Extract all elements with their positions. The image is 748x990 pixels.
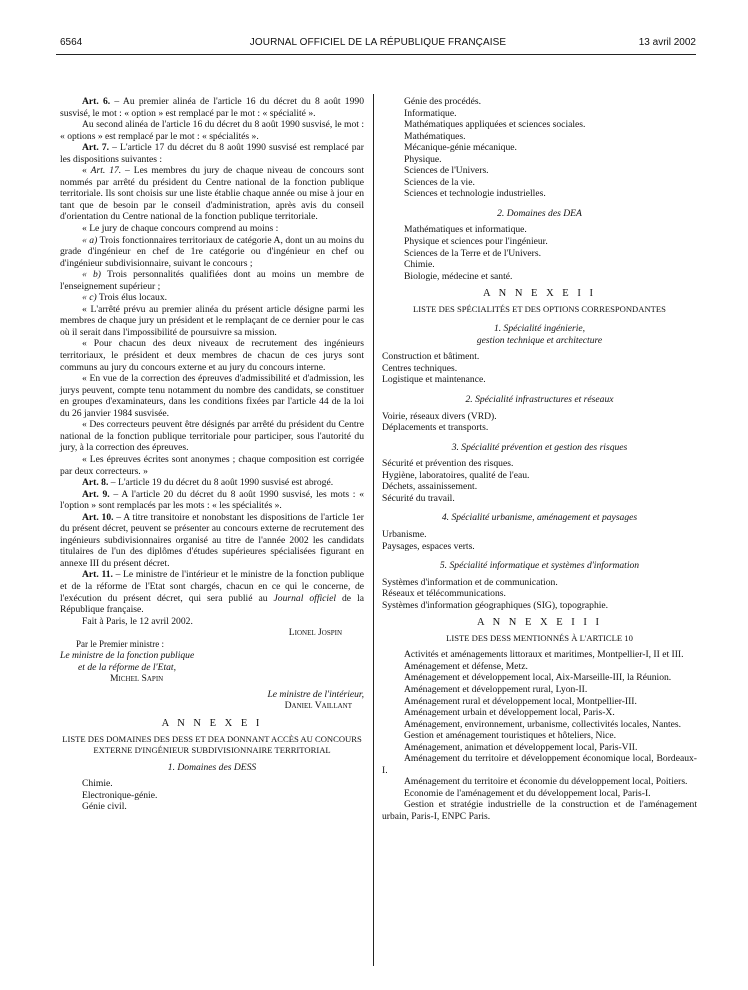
dess-entry: Economie de l'aménagement et du développement local, Paris-I.	[404, 787, 651, 799]
jury-intro: « Le jury de chaque concours comprend au moins :	[82, 223, 279, 235]
dess-item: Physique.	[404, 153, 442, 165]
spec-3-item: Déchets, assainissement.	[382, 481, 478, 493]
dess-item: Génie civil.	[82, 801, 127, 813]
spec-1-item: Logistique et maintenance.	[382, 374, 486, 386]
spec-3-item: Hygiène, laboratoires, qualité de l'eau.	[382, 469, 530, 481]
dess-entry: Aménagement et défense, Metz.	[404, 660, 528, 672]
article-6-paragraph-2: Au second alinéa de l'article 16 du décret du 8 août 1990 susvisé, le mot : « options » est remplacé par le mot : « spécialités ».	[60, 119, 365, 142]
annexe-3-title: A N N E X E I I I	[476, 617, 603, 629]
article-9: Art. 9. – A l'article 20 du décret du 8 août 1990 susvisé, les mots : « l'option » sont remplacés par les mots : « les spécialités ».	[60, 488, 364, 512]
annexe-2-caption: LISTE DES SPÉCIALITÉS ET DES OPTIONS CORRESPONDANTES	[413, 303, 666, 314]
minister-interior: Le ministre de l'intérieur,	[267, 688, 364, 700]
dess-heading: 1. Domaines des DESS	[167, 761, 257, 773]
spec-4-heading: 4. Spécialité urbanisme, aménagement et paysages	[441, 512, 638, 524]
spec-3-item: Sécurité et prévention des risques.	[382, 458, 514, 470]
column-divider	[373, 94, 374, 966]
jury-item-a: « a) Trois fonctionnaires territoriaux de catégorie A, dont un au moins du grade d'ingénieur en chef de 1re catégorie ou d'ingénieur en chef ou d'ingénieur subdivisionnaire, suivant le concours ;	[60, 234, 364, 269]
spec-4-item: Urbanisme.	[382, 528, 427, 540]
article-6: Art. 6. – Au premier alinéa de l'article 16 du décret du 8 août 1990 susvisé, le mot : « option » est remplacé par le mot : « spécialité ».	[60, 96, 364, 119]
dess-entry: Aménagement, animation et développement local, Paris-VII.	[404, 741, 638, 753]
dess-entry: Aménagement et développement rural, Lyon-II.	[404, 683, 588, 695]
dea-item: Biologie, médecine et santé.	[404, 270, 513, 282]
signer-vaillant: Daniel Vaillant	[284, 700, 352, 712]
right-column	[382, 96, 697, 823]
left-column	[60, 96, 364, 813]
dess-item: Informatique.	[404, 107, 457, 119]
dess-entry: Gestion et aménagement touristiques et hôteliers, Nice.	[404, 730, 617, 742]
article-11: Art. 11. – Le ministre de l'intérieur et le ministre de la fonction publique et de la réforme de l'Etat sont chargés, chacun en ce qui le concerne, de l'exécution du présent décret, qui sera publié au Journal officiel de la République française.	[60, 569, 364, 616]
dea-item: Mathématiques et informatique.	[404, 224, 527, 236]
article-8: Art. 8. – L'article 19 du décret du 8 août 1990 susvisé est abrogé.	[82, 477, 334, 489]
spec-1-heading: 1. Spécialité ingénierie,	[493, 323, 586, 335]
dea-item: Physique et sciences pour l'ingénieur.	[404, 236, 548, 248]
spec-5-item: Systèmes d'information géographiques (SIG), topographie.	[382, 599, 609, 611]
dess-item: Chimie.	[82, 778, 113, 790]
dess-item: Mécanique-génie mécanique.	[404, 142, 517, 154]
spec-2-item: Déplacements et transports.	[382, 422, 489, 434]
paragraph-niveaux: « Pour chacun des deux niveaux de recrutement des ingénieurs territoriaux, le président et deux membres de chacun de ces jurys sont communs au jury du concours externe et au jury du concours interne.	[60, 338, 364, 373]
dess-item: Sciences de la vie.	[404, 176, 475, 188]
dea-item: Sciences de la Terre et de l'Univers.	[404, 247, 542, 259]
signer-sapin: Michel Sapin	[110, 673, 164, 685]
annexe-3-caption: LISTE DES DESS MENTIONNÉS À L'ARTICLE 10	[446, 632, 633, 643]
signer-prime-minister: Lionel Jospin	[288, 627, 342, 639]
dess-item: Mathématiques.	[404, 130, 466, 142]
minister-fp-line-2: et de la réforme de l'Etat,	[78, 661, 176, 673]
spec-1-item: Construction et bâtiment.	[382, 351, 480, 363]
dess-item: Génie des procédés.	[404, 96, 481, 107]
par-premier-ministre: Par le Premier ministre :	[76, 638, 164, 649]
spec-2-heading: 2. Spécialité infrastructures et réseaux	[465, 394, 614, 406]
paragraph-correction: « En vue de la correction des épreuves d'admissibilité et d'admission, les jurys peuvent, compte tenu notamment du nombre des candidats, se constituer en groupes d'examinateurs, dans les conditions fixées par l'article 44 de la loi du 26 janvier 1984 susvisée.	[60, 373, 364, 419]
annexe-1-caption: LISTE DES DOMAINES DES DESS ET DEA DONNANT ACCÈS AU CONCOURS EXTERNE D'INGÉNIEUR SUBDIVISIONNAIRE TERRITORIAL	[62, 733, 362, 756]
jury-item-c: « c) Trois élus locaux.	[82, 292, 168, 304]
article-7: Art. 7. – L'article 17 du décret du 8 août 1990 susvisé est remplacé par les dispositions suivantes :	[60, 142, 364, 165]
paragraph-epreuves: « Les épreuves écrites sont anonymes ; chaque composition est corrigée par deux correcteurs. »	[60, 453, 364, 477]
dess-item: Electronique-génie.	[82, 789, 158, 801]
dess-item: Sciences et technologie industrielles.	[404, 188, 546, 200]
jury-item-b: « b) Trois personnalités qualifiées dont au moins un membre de l'enseignement supérieur ;	[60, 269, 365, 292]
spec-3-item: Sécurité du travail.	[382, 492, 455, 504]
spec-5-item: Réseaux et télécommunications.	[382, 588, 506, 600]
page-header	[60, 37, 696, 55]
dess-entry: Aménagement urbain et développement local, Paris-X.	[404, 707, 615, 719]
dea-item: Chimie.	[404, 259, 435, 271]
spec-1-heading-2: gestion technique et architecture	[476, 334, 603, 346]
dess-entry: Activités et aménagements littoraux et maritimes, Montpellier-I, II et III.	[404, 649, 684, 661]
signature-date: Fait à Paris, le 12 avril 2002.	[82, 615, 193, 627]
spec-4-item: Paysages, espaces verts.	[382, 540, 475, 552]
dess-entry: Aménagement du territoire et économie du développement local, Poitiers.	[404, 776, 688, 788]
header-rule	[56, 54, 696, 55]
article-10: Art. 10. – A titre transitoire et nonobstant les dispositions de l'article 1er du présent décret, peuvent se présenter au concours externe de recrutement des ingénieurs subdivisionnaires organisé au titre de l'année 2002 les candidats titulaires de l'un des diplômes d'études supérieures spécialisées figurant en annexe III du présent décret.	[60, 511, 365, 569]
dess-entry: Aménagement et développement local, Aix-Marseille-III, la Réunion.	[404, 672, 672, 684]
minister-fp-line-1: Le ministre de la fonction publique	[60, 650, 195, 662]
dea-heading: 2. Domaines des DEA	[497, 207, 582, 219]
journal-title: JOURNAL OFFICIEL DE LA RÉPUBLIQUE FRANÇAISE	[249, 37, 507, 48]
dess-entry: Aménagement, environnement, urbanisme, collectivités locales, Nantes.	[404, 718, 682, 730]
article-17-text: « Art. 17. – Les membres du jury de chaque niveau de concours sont nommés par arrêté du président du Centre national de la fonction publique territoriale. Ils sont choisis sur une liste établie chaque année ou mise à jour en tant que de besoin par le conseil d'administration, après avis du conseil d'orientation du Centre national de la fonction publique territoriale.	[60, 165, 364, 223]
spec-1-item: Centres techniques.	[382, 362, 458, 374]
annexe-2-title: A N N E X E I I	[483, 288, 596, 300]
issue-date: 13 avril 2002	[638, 37, 696, 48]
dess-item: Sciences de l'Univers.	[404, 165, 489, 177]
dess-entry: Gestion et stratégie industrielle de la construction et de l'aménagement urbain, Paris-I, ENPC Paris.	[382, 799, 697, 822]
page-number: 6564	[60, 37, 83, 48]
dess-entry: Aménagement du territoire et développement économique local, Bordeaux-I.	[382, 753, 697, 776]
dess-item: Mathématiques appliquées et sciences sociales.	[404, 119, 586, 131]
spec-5-heading: 5. Spécialité informatique et systèmes d'information	[439, 560, 640, 572]
spec-2-item: Voirie, réseaux divers (VRD).	[382, 410, 497, 422]
annexe-1-title: A N N E X E I	[161, 717, 263, 729]
spec-3-heading: 3. Spécialité prévention et gestion des risques	[451, 441, 628, 453]
dess-entry: Aménagement rural et développement local, Montpellier-III.	[404, 695, 637, 707]
paragraph-arrete: « L'arrêté prévu au premier alinéa du présent article désigne parmi les membres de chaque jury un président et le remplaçant de ce dernier pour le cas où il serait dans l'impossibilité de poursuivre sa mission.	[60, 303, 364, 338]
paragraph-correcteurs: « Des correcteurs peuvent être désignés par arrêté du président du Centre national de la fonction publique territoriale pour participer, sous l'autorité du jury, à la correction des épreuves.	[60, 419, 364, 454]
spec-5-item: Systèmes d'information et de communication.	[382, 576, 558, 588]
